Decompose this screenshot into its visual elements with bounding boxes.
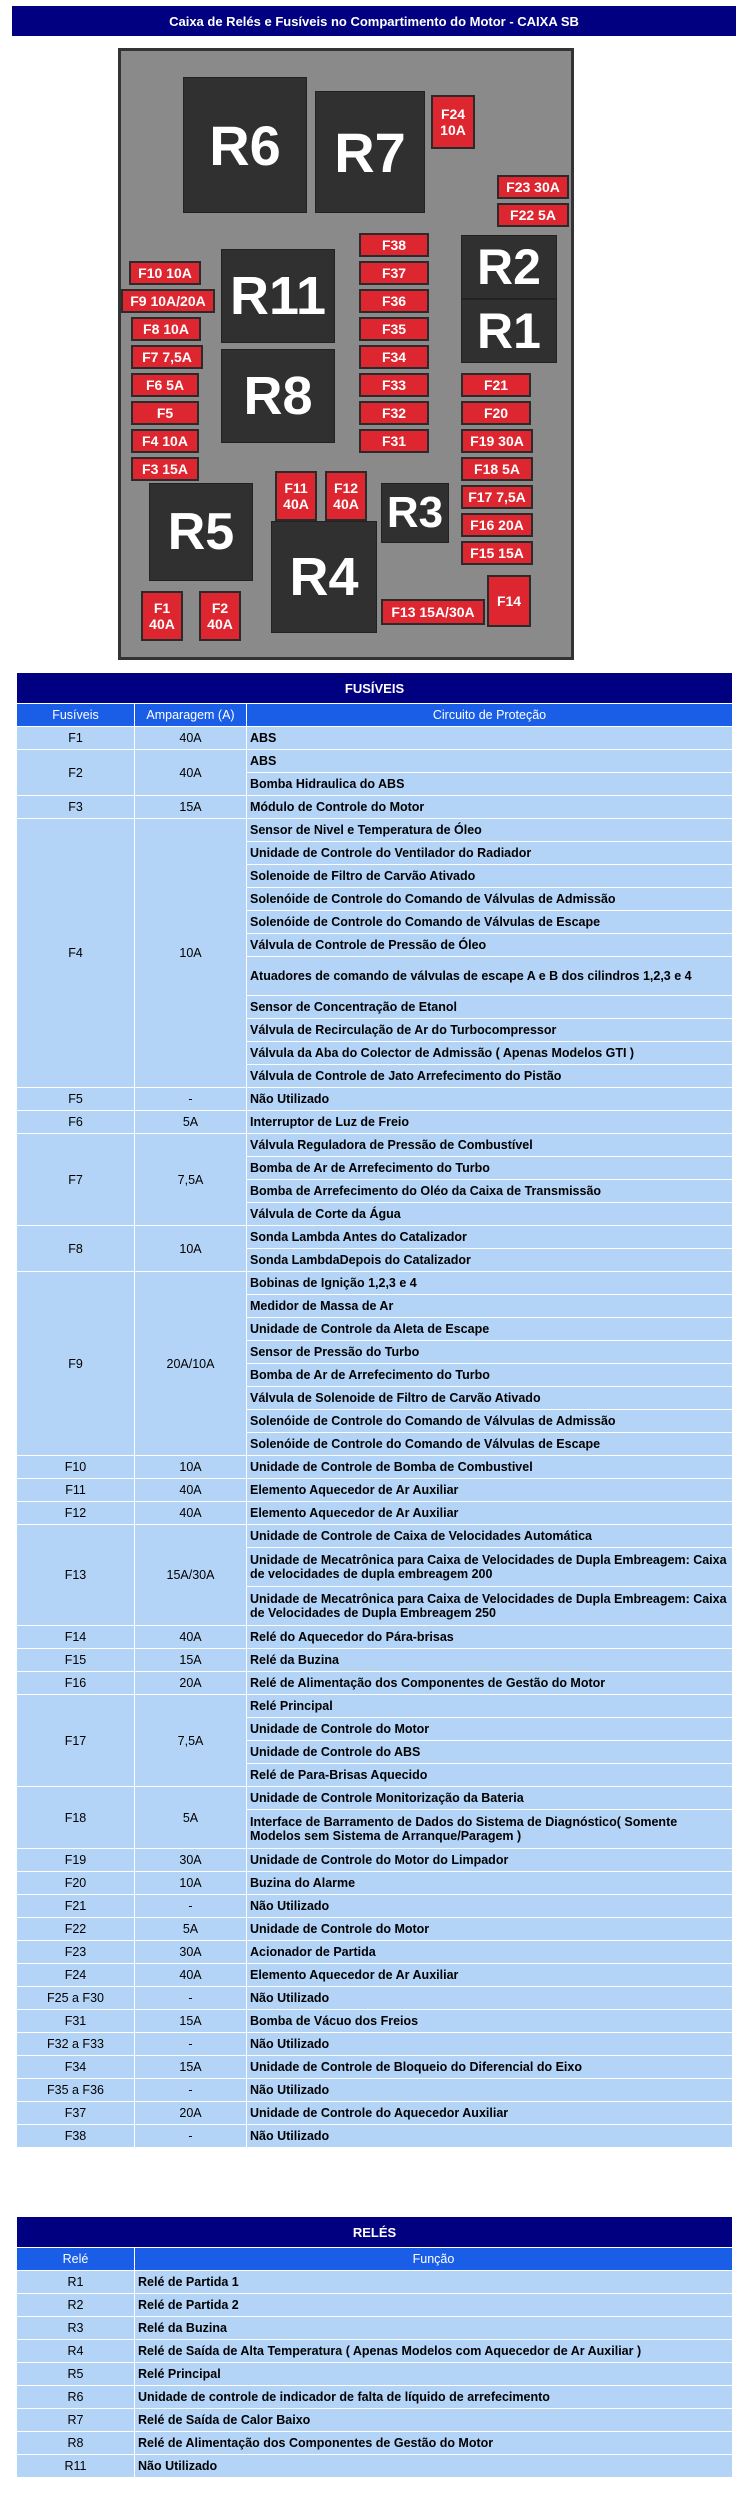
fuse-circuit-cell: Unidade de Controle da Aleta de Escape bbox=[247, 1318, 733, 1341]
table-row bbox=[17, 727, 733, 750]
fuse-circuit-cell: Interface de Barramento de Dados do Sistema de Diagnóstico( Somente Modelos sem Sistema de Arranque/Paragem ) bbox=[247, 1810, 733, 1849]
fuse-f35: F35 bbox=[359, 317, 429, 341]
fuse-circuit-cell: ABS bbox=[247, 750, 733, 773]
fuses-header-amp: Amparagem (A) bbox=[135, 704, 247, 727]
relay-r3: R3 bbox=[381, 483, 449, 543]
fuse-id-cell: F32 a F33 bbox=[17, 2033, 135, 2056]
fuse-id-cell: F34 bbox=[17, 2056, 135, 2079]
fuse-amp-cell: - bbox=[135, 1088, 247, 1111]
table-row bbox=[17, 1849, 733, 1872]
table-row bbox=[17, 1088, 733, 1111]
fuse-id-cell: F5 bbox=[17, 1088, 135, 1111]
fuse-circuit-cell: Solenóide de Controle do Comando de Válvulas de Admissão bbox=[247, 888, 733, 911]
relay-function-cell: Relé de Saída de Calor Baixo bbox=[135, 2409, 733, 2432]
fuse-amp-cell: 30A bbox=[135, 1941, 247, 1964]
fuse-circuit-cell: Válvula da Aba do Colector de Admissão ( Apenas Modelos GTI ) bbox=[247, 1042, 733, 1065]
fuse-amp-cell: 15A bbox=[135, 2010, 247, 2033]
fuse-f6: F6 5A bbox=[131, 373, 199, 397]
fuse-circuit-cell: Unidade de Controle de Caixa de Velocidades Automática bbox=[247, 1525, 733, 1548]
relay-function-cell: Relé de Partida 2 bbox=[135, 2294, 733, 2317]
fuse-amp-cell: 20A bbox=[135, 1672, 247, 1695]
table-row bbox=[17, 1672, 733, 1695]
fuse-circuit-cell: Relé Principal bbox=[247, 1695, 733, 1718]
fuse-id-cell: F14 bbox=[17, 1626, 135, 1649]
fuse-f19: F19 30A bbox=[461, 429, 533, 453]
table-row bbox=[17, 2317, 733, 2340]
fuse-f15: F15 15A bbox=[461, 541, 533, 565]
fuse-id-cell: F37 bbox=[17, 2102, 135, 2125]
fuse-id-cell: F15 bbox=[17, 1649, 135, 1672]
fuse-f36: F36 bbox=[359, 289, 429, 313]
fuse-amp-cell: 5A bbox=[135, 1787, 247, 1849]
table-row bbox=[17, 1787, 733, 1810]
fuse-f9: F9 10A/20A bbox=[121, 289, 215, 313]
fuse-id-cell: F8 bbox=[17, 1226, 135, 1272]
fuse-circuit-cell: Válvula de Corte da Água bbox=[247, 1203, 733, 1226]
table-row bbox=[17, 2125, 733, 2148]
fuse-circuit-cell: Unidade de Controle Monitorização da Bateria bbox=[247, 1787, 733, 1810]
table-row bbox=[17, 819, 733, 842]
fuse-id-cell: F20 bbox=[17, 1872, 135, 1895]
fuse-f10: F10 10A bbox=[129, 261, 201, 285]
relay-r1: R1 bbox=[461, 299, 557, 363]
relay-id-cell: R8 bbox=[17, 2432, 135, 2455]
relay-id-cell: R5 bbox=[17, 2363, 135, 2386]
table-row bbox=[17, 2056, 733, 2079]
fuse-id-cell: F6 bbox=[17, 1111, 135, 1134]
fuse-circuit-cell: Unidade de Controle do Motor do Limpador bbox=[247, 1849, 733, 1872]
relay-function-cell: Relé de Partida 1 bbox=[135, 2271, 733, 2294]
table-row bbox=[17, 1872, 733, 1895]
fuse-f24: F24 10A bbox=[431, 95, 475, 149]
fuse-id-cell: F31 bbox=[17, 2010, 135, 2033]
fuse-f8: F8 10A bbox=[131, 317, 201, 341]
table-row bbox=[17, 2455, 733, 2478]
fuse-circuit-cell: Válvula de Solenoide de Filtro de Carvão Ativado bbox=[247, 1387, 733, 1410]
table-row bbox=[17, 796, 733, 819]
fuse-circuit-cell: Bomba de Vácuo dos Freios bbox=[247, 2010, 733, 2033]
fuse-id-cell: F23 bbox=[17, 1941, 135, 1964]
table-row bbox=[17, 2294, 733, 2317]
fuse-circuit-cell: Medidor de Massa de Ar bbox=[247, 1295, 733, 1318]
fuse-amp-cell: - bbox=[135, 2033, 247, 2056]
fuse-circuit-cell: Solenóide de Controle do Comando de Válvulas de Admissão bbox=[247, 1410, 733, 1433]
fuse-f17: F17 7,5A bbox=[461, 485, 533, 509]
relay-function-cell: Relé da Buzina bbox=[135, 2317, 733, 2340]
fuse-circuit-cell: Sensor de Concentração de Etanol bbox=[247, 996, 733, 1019]
relay-r2: R2 bbox=[461, 235, 557, 299]
table-row bbox=[17, 2033, 733, 2056]
fuse-id-cell: F17 bbox=[17, 1695, 135, 1787]
fuse-f1: F1 40A bbox=[141, 591, 183, 641]
fuse-circuit-cell: Solenóide de Controle do Comando de Válvulas de Escape bbox=[247, 1433, 733, 1456]
table-row bbox=[17, 2386, 733, 2409]
table-row bbox=[17, 2010, 733, 2033]
fuse-circuit-cell: Elemento Aquecedor de Ar Auxiliar bbox=[247, 1479, 733, 1502]
relay-function-cell: Relé de Saída de Alta Temperatura ( Apenas Modelos com Aquecedor de Ar Auxiliar ) bbox=[135, 2340, 733, 2363]
relay-id-cell: R7 bbox=[17, 2409, 135, 2432]
fuse-f12: F12 40A bbox=[325, 471, 367, 521]
fuse-amp-cell: 10A bbox=[135, 1872, 247, 1895]
fuse-circuit-cell: Relé de Para-Brisas Aquecido bbox=[247, 1764, 733, 1787]
fuse-amp-cell: 30A bbox=[135, 1849, 247, 1872]
fuse-amp-cell: 15A bbox=[135, 796, 247, 819]
fuse-circuit-cell: Bobinas de Ignição 1,2,3 e 4 bbox=[247, 1272, 733, 1295]
fuse-circuit-cell: ABS bbox=[247, 727, 733, 750]
fuse-circuit-cell: Relé de Alimentação dos Componentes de Gestão do Motor bbox=[247, 1672, 733, 1695]
fuse-circuit-cell: Unidade de Controle de Bloqueio do Diferencial do Eixo bbox=[247, 2056, 733, 2079]
table-row bbox=[17, 1964, 733, 1987]
table-row bbox=[17, 1226, 733, 1249]
fuse-f16: F16 20A bbox=[461, 513, 533, 537]
fuse-circuit-cell: Bomba de Ar de Arrefecimento do Turbo bbox=[247, 1157, 733, 1180]
relay-id-cell: R11 bbox=[17, 2455, 135, 2478]
relay-id-cell: R1 bbox=[17, 2271, 135, 2294]
fuse-amp-cell: 20A bbox=[135, 2102, 247, 2125]
fuse-f7: F7 7,5A bbox=[131, 345, 203, 369]
relays-header-function: Função bbox=[135, 2248, 733, 2271]
fuse-id-cell: F10 bbox=[17, 1456, 135, 1479]
table-row bbox=[17, 1111, 733, 1134]
fuse-circuit-cell: Unidade de Mecatrônica para Caixa de Velocidades de Dupla Embreagem: Caixa de velocidades de dupla embreagem 200 bbox=[247, 1548, 733, 1587]
fuse-circuit-cell: Solenóide de Controle do Comando de Válvulas de Escape bbox=[247, 911, 733, 934]
table-row bbox=[17, 1987, 733, 2010]
fuse-circuit-cell: Válvula de Controle de Pressão de Óleo bbox=[247, 934, 733, 957]
fuse-circuit-cell: Unidade de Controle do Motor bbox=[247, 1718, 733, 1741]
fuse-f38: F38 bbox=[359, 233, 429, 257]
relays-table-caption: RELÉS bbox=[17, 2217, 733, 2248]
fuse-f33: F33 bbox=[359, 373, 429, 397]
relay-id-cell: R4 bbox=[17, 2340, 135, 2363]
table-row bbox=[17, 2432, 733, 2455]
table-row bbox=[17, 2363, 733, 2386]
fuse-circuit-cell: Unidade de Controle do Aquecedor Auxiliar bbox=[247, 2102, 733, 2125]
fuse-f31: F31 bbox=[359, 429, 429, 453]
fuse-f5: F5 bbox=[131, 401, 199, 425]
fuse-id-cell: F18 bbox=[17, 1787, 135, 1849]
fuse-amp-cell: 40A bbox=[135, 750, 247, 796]
fuse-circuit-cell: Não Utilizado bbox=[247, 1895, 733, 1918]
fuse-f4: F4 10A bbox=[131, 429, 199, 453]
fuse-f23: F23 30A bbox=[497, 175, 569, 199]
table-row bbox=[17, 1941, 733, 1964]
fuse-circuit-cell: Unidade de Controle de Bomba de Combustivel bbox=[247, 1456, 733, 1479]
relay-r11: R11 bbox=[221, 249, 335, 343]
fuse-circuit-cell: Unidade de Mecatrônica para Caixa de Velocidades de Dupla Embreagem: Caixa de Velocidades de Dupla Embreagem 250 bbox=[247, 1587, 733, 1626]
fuse-id-cell: F19 bbox=[17, 1849, 135, 1872]
relay-r5: R5 bbox=[149, 483, 253, 581]
fuse-id-cell: F12 bbox=[17, 1502, 135, 1525]
table-row bbox=[17, 2271, 733, 2294]
fuse-circuit-cell: Elemento Aquecedor de Ar Auxiliar bbox=[247, 1964, 733, 1987]
fuse-f20: F20 bbox=[461, 401, 531, 425]
fuse-id-cell: F35 a F36 bbox=[17, 2079, 135, 2102]
table-row bbox=[17, 1272, 733, 1295]
fuse-circuit-cell: Válvula de Recirculação de Ar do Turbocompressor bbox=[247, 1019, 733, 1042]
table-row bbox=[17, 1502, 733, 1525]
relay-r8: R8 bbox=[221, 349, 335, 443]
table-row bbox=[17, 1456, 733, 1479]
fuse-circuit-cell: Acionador de Partida bbox=[247, 1941, 733, 1964]
table-row bbox=[17, 1649, 733, 1672]
fuse-amp-cell: 20A/10A bbox=[135, 1272, 247, 1456]
fuse-circuit-cell: Sonda Lambda Antes do Catalizador bbox=[247, 1226, 733, 1249]
fuse-f14: F14 bbox=[487, 575, 531, 627]
table-row bbox=[17, 2102, 733, 2125]
table-row bbox=[17, 2340, 733, 2363]
relay-function-cell: Não Utilizado bbox=[135, 2455, 733, 2478]
fuse-id-cell: F1 bbox=[17, 727, 135, 750]
page-title: Caixa de Relés e Fusíveis no Compartimento do Motor - CAIXA SB bbox=[12, 6, 736, 36]
fuse-id-cell: F13 bbox=[17, 1525, 135, 1626]
fuse-circuit-cell: Atuadores de comando de válvulas de escape A e B dos cilindros 1,2,3 e 4 bbox=[247, 957, 733, 996]
relays-header-relay: Relé bbox=[17, 2248, 135, 2271]
relay-function-cell: Relé Principal bbox=[135, 2363, 733, 2386]
table-row bbox=[17, 2079, 733, 2102]
table-row bbox=[17, 1626, 733, 1649]
table-row bbox=[17, 1895, 733, 1918]
table-row bbox=[17, 1695, 733, 1718]
fuse-circuit-cell: Módulo de Controle do Motor bbox=[247, 796, 733, 819]
fuses-table-caption: FUSÍVEIS bbox=[17, 673, 733, 704]
fuse-circuit-cell: Bomba de Arrefecimento do Oléo da Caixa de Transmissão bbox=[247, 1180, 733, 1203]
fuse-circuit-cell: Sensor de Nivel e Temperatura de Óleo bbox=[247, 819, 733, 842]
fuse-box-diagram bbox=[118, 48, 574, 660]
fuse-amp-cell: 5A bbox=[135, 1111, 247, 1134]
relay-id-cell: R6 bbox=[17, 2386, 135, 2409]
fuse-circuit-cell: Buzina do Alarme bbox=[247, 1872, 733, 1895]
fuse-amp-cell: 40A bbox=[135, 1502, 247, 1525]
fuse-amp-cell: - bbox=[135, 2079, 247, 2102]
fuse-f21: F21 bbox=[461, 373, 531, 397]
relay-function-cell: Unidade de controle de indicador de falta de líquido de arrefecimento bbox=[135, 2386, 733, 2409]
relay-r7: R7 bbox=[315, 91, 425, 213]
fuse-circuit-cell: Não Utilizado bbox=[247, 2079, 733, 2102]
fuse-amp-cell: - bbox=[135, 1895, 247, 1918]
fuse-f18: F18 5A bbox=[461, 457, 533, 481]
fuse-circuit-cell: Válvula de Controle de Jato Arrefecimento do Pistão bbox=[247, 1065, 733, 1088]
fuse-circuit-cell: Unidade de Controle do ABS bbox=[247, 1741, 733, 1764]
fuse-amp-cell: 40A bbox=[135, 1479, 247, 1502]
relay-r4: R4 bbox=[271, 521, 377, 633]
fuse-id-cell: F4 bbox=[17, 819, 135, 1088]
fuse-circuit-cell: Válvula Reguladora de Pressão de Combustível bbox=[247, 1134, 733, 1157]
fuse-amp-cell: 7,5A bbox=[135, 1695, 247, 1787]
fuse-id-cell: F11 bbox=[17, 1479, 135, 1502]
fuse-id-cell: F3 bbox=[17, 796, 135, 819]
relay-id-cell: R3 bbox=[17, 2317, 135, 2340]
fuse-circuit-cell: Bomba Hidraulica do ABS bbox=[247, 773, 733, 796]
fuse-amp-cell: 15A bbox=[135, 2056, 247, 2079]
fuse-id-cell: F16 bbox=[17, 1672, 135, 1695]
fuse-circuit-cell: Solenoide de Filtro de Carvão Ativado bbox=[247, 865, 733, 888]
fuse-id-cell: F2 bbox=[17, 750, 135, 796]
fuse-amp-cell: 5A bbox=[135, 1918, 247, 1941]
fuse-f13: F13 15A/30A bbox=[381, 599, 485, 625]
fuse-circuit-cell: Unidade de Controle do Motor bbox=[247, 1918, 733, 1941]
fuse-amp-cell: 40A bbox=[135, 727, 247, 750]
fuse-circuit-cell: Bomba de Ar de Arrefecimento do Turbo bbox=[247, 1364, 733, 1387]
table-row bbox=[17, 2409, 733, 2432]
fuse-id-cell: F9 bbox=[17, 1272, 135, 1456]
fuses-header-fuse: Fusíveis bbox=[17, 704, 135, 727]
fuse-id-cell: F24 bbox=[17, 1964, 135, 1987]
fuse-id-cell: F25 a F30 bbox=[17, 1987, 135, 2010]
fuse-circuit-cell: Relé do Aquecedor do Pára-brisas bbox=[247, 1626, 733, 1649]
relay-function-cell: Relé de Alimentação dos Componentes de Gestão do Motor bbox=[135, 2432, 733, 2455]
fuse-circuit-cell: Não Utilizado bbox=[247, 2125, 733, 2148]
fuses-header-circuit: Circuito de Proteção bbox=[247, 704, 733, 727]
fuse-amp-cell: 10A bbox=[135, 1456, 247, 1479]
fuse-amp-cell: 15A/30A bbox=[135, 1525, 247, 1626]
table-row bbox=[17, 1918, 733, 1941]
fuse-f11: F11 40A bbox=[275, 471, 317, 521]
fuse-f3: F3 15A bbox=[131, 457, 199, 481]
fuse-circuit-cell: Unidade de Controle do Ventilador do Radiador bbox=[247, 842, 733, 865]
fuse-id-cell: F7 bbox=[17, 1134, 135, 1226]
relay-r6: R6 bbox=[183, 77, 307, 213]
fuses-table bbox=[16, 672, 733, 2148]
fuse-f2: F2 40A bbox=[199, 591, 241, 641]
fuse-amp-cell: 15A bbox=[135, 1649, 247, 1672]
fuse-amp-cell: 10A bbox=[135, 819, 247, 1088]
fuse-id-cell: F38 bbox=[17, 2125, 135, 2148]
fuse-f32: F32 bbox=[359, 401, 429, 425]
relays-table bbox=[16, 2216, 733, 2478]
fuse-circuit-cell: Elemento Aquecedor de Ar Auxiliar bbox=[247, 1502, 733, 1525]
fuse-amp-cell: 40A bbox=[135, 1626, 247, 1649]
fuse-f34: F34 bbox=[359, 345, 429, 369]
table-row bbox=[17, 1134, 733, 1157]
fuse-id-cell: F22 bbox=[17, 1918, 135, 1941]
table-row bbox=[17, 1479, 733, 1502]
fuse-circuit-cell: Sensor de Pressão do Turbo bbox=[247, 1341, 733, 1364]
fuse-circuit-cell: Não Utilizado bbox=[247, 1987, 733, 2010]
fuse-id-cell: F21 bbox=[17, 1895, 135, 1918]
fuse-circuit-cell: Não Utilizado bbox=[247, 1088, 733, 1111]
fuse-f37: F37 bbox=[359, 261, 429, 285]
relay-id-cell: R2 bbox=[17, 2294, 135, 2317]
fuse-amp-cell: 10A bbox=[135, 1226, 247, 1272]
fuse-amp-cell: 7,5A bbox=[135, 1134, 247, 1226]
fuse-amp-cell: - bbox=[135, 2125, 247, 2148]
fuse-circuit-cell: Interruptor de Luz de Freio bbox=[247, 1111, 733, 1134]
fuse-circuit-cell: Relé da Buzina bbox=[247, 1649, 733, 1672]
fuse-amp-cell: - bbox=[135, 1987, 247, 2010]
fuse-circuit-cell: Não Utilizado bbox=[247, 2033, 733, 2056]
table-row bbox=[17, 1525, 733, 1548]
table-row bbox=[17, 750, 733, 773]
fuse-f22: F22 5A bbox=[497, 203, 569, 227]
fuse-amp-cell: 40A bbox=[135, 1964, 247, 1987]
fuse-circuit-cell: Sonda LambdaDepois do Catalizador bbox=[247, 1249, 733, 1272]
